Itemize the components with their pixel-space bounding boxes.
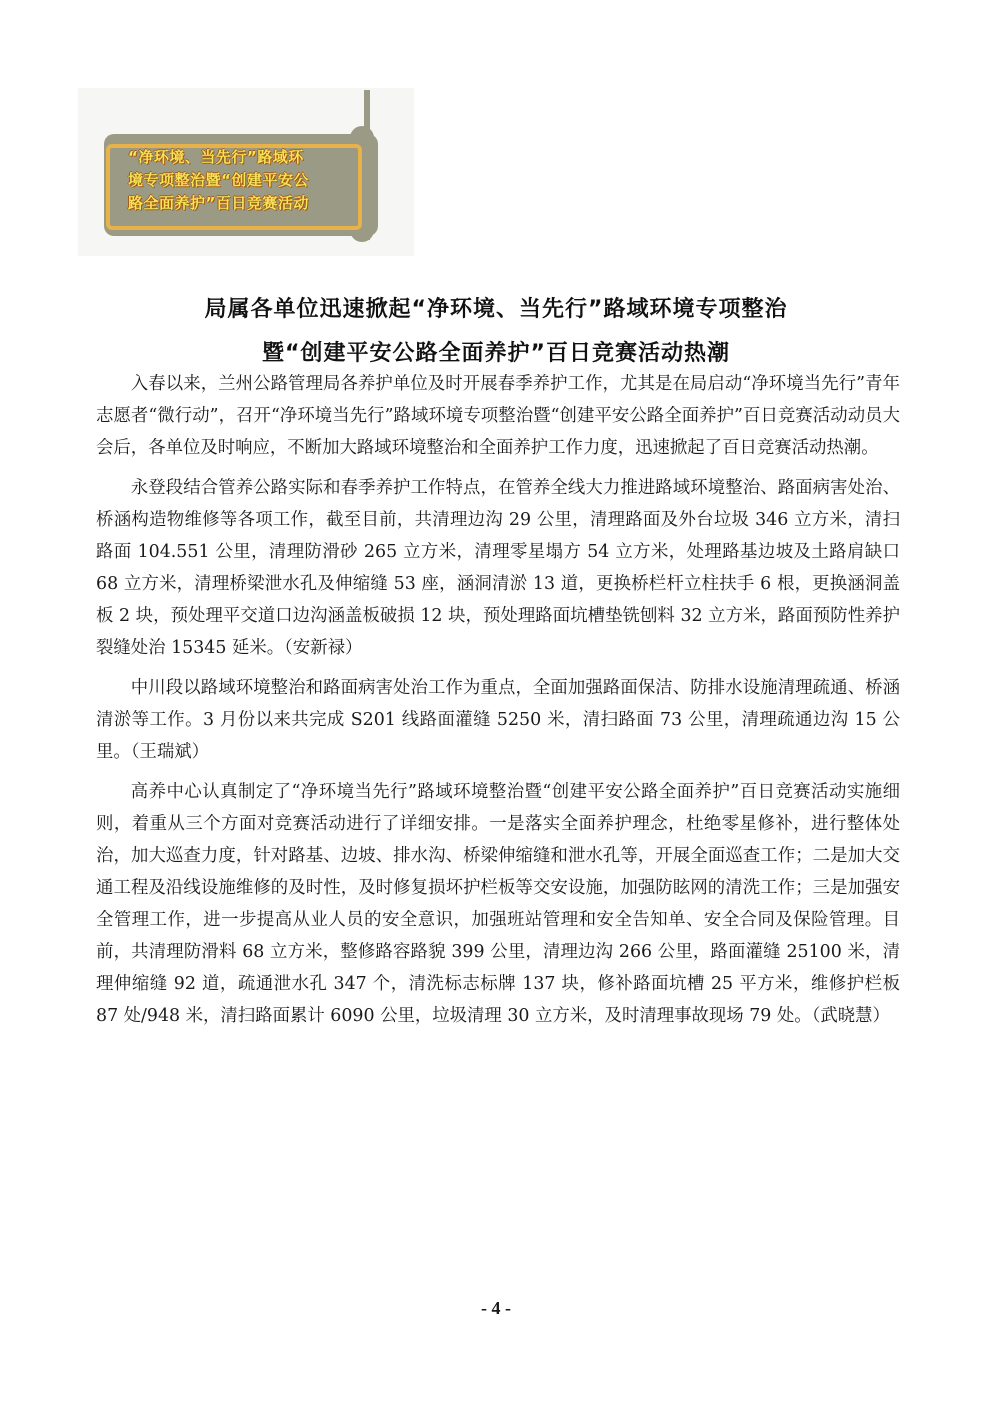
paragraph-zhongchuan: 中川段以路域环境整治和路面病害处治工作为重点，全面加强路面保洁、防排水设施清理疏通、桥涵清淤等工作。3 月份以来共完成 S201 线路面灌缝 5250 米，清扫路面 73 公里，清理疏通边沟 15 公里。（王瑞斌） (96, 678, 900, 762)
page-number: - 4 - (481, 1298, 511, 1318)
banner-line: “净环境、当先行”路域环 (128, 148, 304, 166)
banner-line: 境专项整治暨“创建平安公 (128, 171, 309, 189)
banner-line: 路全面养护”百日竞赛活动 (128, 194, 309, 212)
article-title-line-1: 局属各单位迅速掀起“净环境、当先行”路域环境专项整治 (204, 297, 788, 322)
paragraph-intro: 入春以来，兰州公路管理局各养护单位及时开展春季养护工作，尤其是在局启动“净环境当先行”青年志愿者“微行动”，召开“净环境当先行”路域环境专项整治暨“创建平安公路全面养护”百日竞赛活动动员大会后，各单位及时响应，不断加大路域环境整治和全面养护工作力度，迅速掀起了百日竞赛活动热潮。 (96, 374, 900, 458)
article-body (96, 368, 900, 1040)
paragraph-yongdeng: 永登段结合管养公路实际和春季养护工作特点，在管养全线大力推进路域环境整治、路面病害处治、桥涵构造物维修等各项工作，截至目前，共清理边沟 29 公里，清理路面及外台垃圾 346 立方米，清扫路面 104.551 公里，清理防滑砂 265 立方米，清理零星塌方 54 立方米，处理路基边坡及土路肩缺口 68 立方米，清理桥梁泄水孔及伸缩缝 53 座，涵洞清淤 13 道，更换桥栏杆立柱扶手 6 根，更换涵洞盖板 2 块，预处理平交道口边沟涵盖板破损 12 块，预处理路面坑槽垫铣刨料 32 立方米，路面预防性养护裂缝处治 15345 延米。（安新禄） (96, 478, 900, 658)
paragraph-gaoyang: 高养中心认真制定了“净环境当先行”路域环境整治暨“创建平安公路全面养护”百日竞赛活动实施细则，着重从三个方面对竞赛活动进行了详细安排。一是落实全面养护理念，杜绝零星修补，进行整体处治，加大巡查力度，针对路基、边坡、排水沟、桥梁伸缩缝和泄水孔等，开展全面巡查工作；二是加大交通工程及沿线设施维修的及时性，及时修复损坏护栏板等交安设施，加强防眩网的清洗工作；三是加强安全管理工作，进一步提高从业人员的安全意识，加强班站管理和安全告知单、安全合同及保险管理。目前，共清理防滑料 68 立方米，整修路容路貌 399 公里，清理边沟 266 公里，路面灌缝 25100 米，清理伸缩缝 92 道，疏通泄水孔 347 个，清洗标志标牌 137 块，修补路面坑槽 25 平方米，维修护栏板 87 处/948 米，清扫路面累计 6090 公里，垃圾清理 30 立方米，及时清理事故现场 79 处。（武晓慧） (96, 782, 900, 1026)
banner-graphic (78, 88, 414, 256)
banner-text (128, 146, 348, 215)
article-title-line-2: 暨“创建平安公路全面养护”百日竞赛活动热潮 (262, 341, 730, 366)
